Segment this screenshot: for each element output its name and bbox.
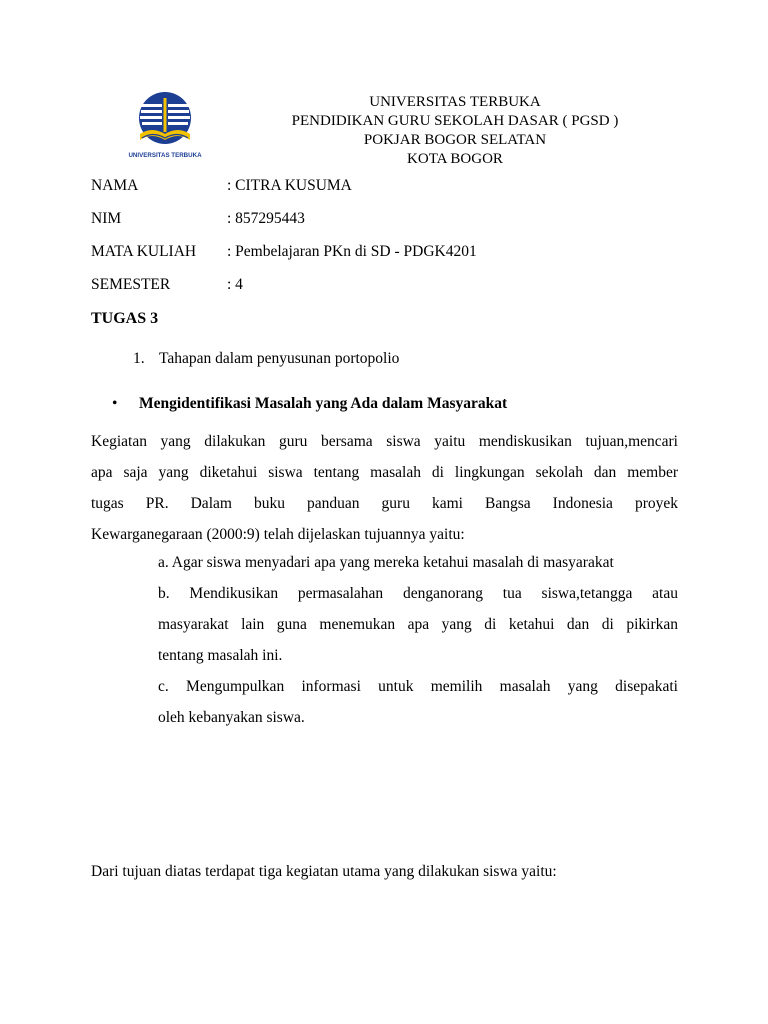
sub-item-text: a. Agar siswa menyadari apa yang mereka ketahui masalah di masyarakat <box>158 554 614 571</box>
numbered-list-item <box>133 350 399 368</box>
identity-value: : 857295443 <box>227 210 305 227</box>
identity-label: NAMA <box>91 177 139 194</box>
list-number: 1. <box>133 350 145 367</box>
logo-caption: UNIVERSITAS TERBUKA <box>128 152 202 159</box>
identity-label: SEMESTER <box>91 276 171 293</box>
sub-item-line: tentang masalah ini. <box>158 647 283 664</box>
document-header <box>255 93 655 169</box>
bulleted-heading <box>112 395 507 413</box>
identity-value: : Pembelajaran PKn di SD - PDGK4201 <box>227 243 477 260</box>
header-pokjar: POKJAR BOGOR SELATAN <box>363 132 547 148</box>
header-program: PENDIDIKAN GURU SEKOLAH DASAR ( PGSD ) <box>291 113 619 129</box>
sub-item-line: b. Mendikusikan permasalahan denganorang tua siswa,tetangga atau <box>158 585 678 602</box>
bullet-icon: • <box>112 395 118 412</box>
header-city: KOTA BOGOR <box>407 151 503 167</box>
closing-sentence: Dari tujuan diatas terdapat tiga kegiatan utama yang dilakukan siswa yaitu: <box>91 863 557 880</box>
universitas-terbuka-logo <box>126 90 204 162</box>
paragraph-line: apa saja yang diketahui siswa tentang masalah di lingkungan sekolah dan member <box>91 464 678 481</box>
identity-value: : 4 <box>227 276 243 293</box>
bullet-heading-text: Mengidentifikasi Masalah yang Ada dalam Masyarakat <box>139 395 508 412</box>
identity-label: MATA KULIAH <box>91 243 197 260</box>
body-paragraph <box>91 426 678 550</box>
sub-item-a <box>158 547 678 578</box>
identity-value: : CITRA KUSUMA <box>227 177 352 194</box>
sub-item-line: oleh kebanyakan siswa. <box>158 709 305 726</box>
assignment-title: TUGAS 3 <box>91 310 159 327</box>
list-item-text: Tahapan dalam penyusunan portopolio <box>159 350 400 367</box>
header-university: UNIVERSITAS TERBUKA <box>369 94 541 110</box>
sub-item-b <box>158 578 678 671</box>
sub-item-c <box>158 671 678 733</box>
identity-label: NIM <box>91 210 122 227</box>
sub-item-line: masyarakat lain guna menemukan apa yang di ketahui dan di pikirkan <box>158 616 678 633</box>
paragraph-line: Kegiatan yang dilakukan guru bersama siswa yaitu mendiskusikan tujuan,mencari <box>91 433 678 450</box>
paragraph-line: Kewarganegaraan (2000:9) telah dijelaskan tujuannya yaitu: <box>91 526 465 543</box>
paragraph-line: tugas PR. Dalam buku panduan guru kami Bangsa Indonesia proyek <box>91 495 678 512</box>
sub-item-line: c. Mengumpulkan informasi untuk memilih masalah yang disepakati <box>158 678 678 695</box>
